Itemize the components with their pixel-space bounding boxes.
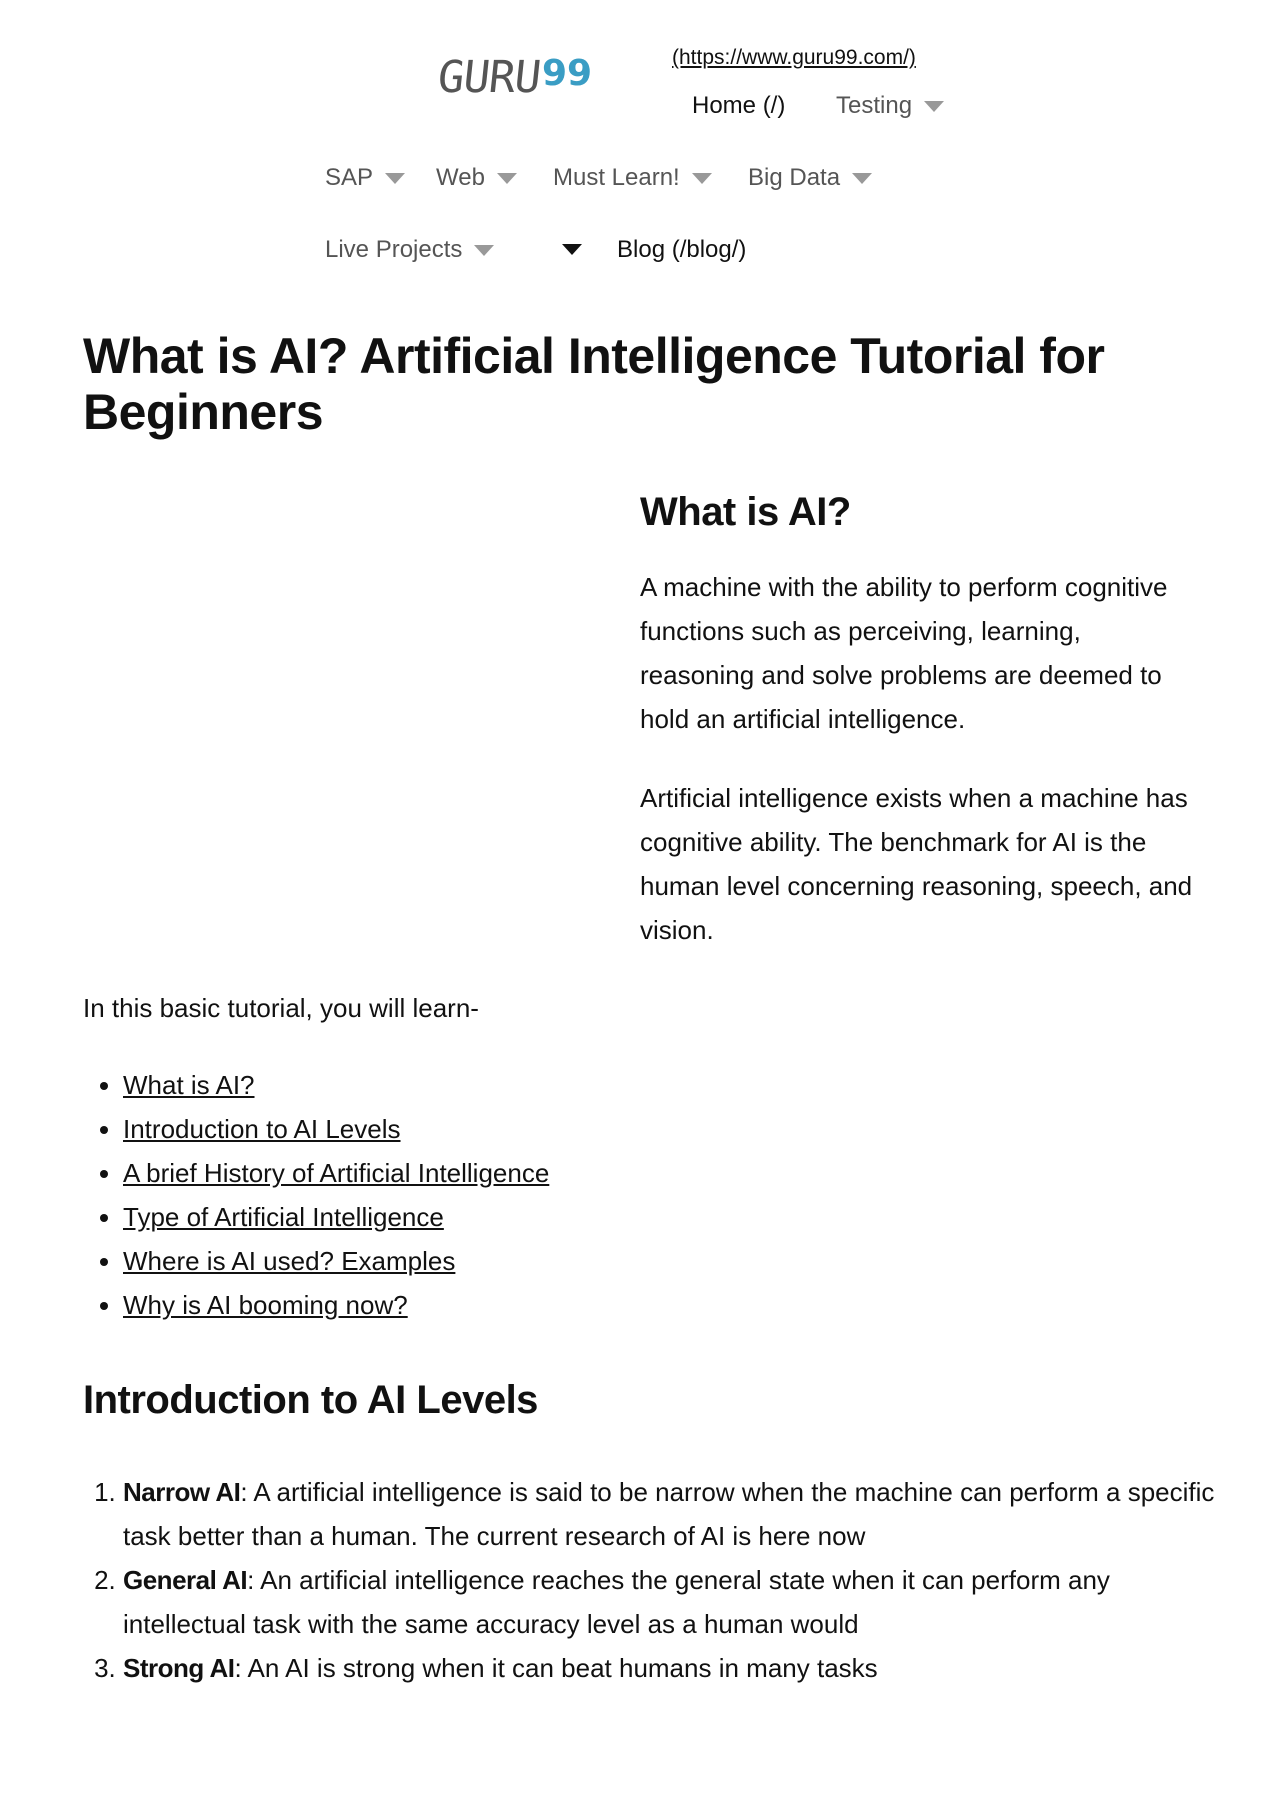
nav-big-data[interactable] (748, 164, 872, 192)
chevron-down-icon (692, 173, 712, 184)
chevron-down-icon (497, 173, 517, 184)
what-is-ai-heading: What is AI? (640, 490, 851, 534)
level-description: : An artificial intelligence reaches the general state when it can perform any intellectual task with the same accuracy level as a human would (123, 1565, 1110, 1639)
nav-sap[interactable] (325, 164, 405, 192)
toc-link-history[interactable]: A brief History of Artificial Intelligence (123, 1158, 550, 1188)
nav-testing-label: Testing (836, 92, 913, 119)
level-term: Narrow AI (123, 1477, 241, 1507)
home-url-link[interactable]: (https://www.guru99.com/) (672, 46, 916, 69)
nav-more-toggle[interactable] (556, 244, 582, 255)
what-is-ai-paragraph-2: Artificial intelligence exists when a machine has cognitive ability. The benchmark for AI is the human level concerning reasoning, speech, and vision. (640, 783, 1193, 945)
list-item (123, 1470, 1233, 1558)
nav-web[interactable] (436, 164, 517, 192)
toc-link-examples[interactable]: Where is AI used? Examples (123, 1246, 456, 1276)
nav-home[interactable] (692, 92, 785, 120)
nav-big-data-label: Big Data (748, 164, 841, 191)
nav-must-learn-label: Must Learn! (553, 164, 680, 191)
chevron-down-icon (385, 173, 405, 184)
what-is-ai-paragraph-1: A machine with the ability to perform cognitive functions such as perceiving, learning, reasoning and solve problems are deemed to hold an artificial intelligence. (640, 572, 1168, 734)
chevron-down-icon (924, 101, 944, 112)
table-of-contents (83, 1063, 549, 1327)
nav-live-projects[interactable] (325, 236, 494, 264)
list-item (123, 1558, 1233, 1646)
page-title: What is AI? Artificial Intelligence Tutorial for Beginners (83, 328, 1105, 440)
nav-blog-label: Blog (/blog/) (617, 236, 747, 263)
toc-item (123, 1283, 549, 1327)
list-item (123, 1646, 1233, 1690)
tutorial-intro: In this basic tutorial, you will learn- (83, 993, 479, 1023)
nav-testing[interactable] (836, 92, 944, 120)
toc-item (123, 1195, 549, 1239)
toc-item (123, 1107, 549, 1151)
chevron-down-icon (474, 245, 494, 256)
toc-item (123, 1151, 549, 1195)
toc-item (123, 1063, 549, 1107)
level-description: : An AI is strong when it can beat humans in many tasks (234, 1653, 878, 1683)
toc-item (123, 1239, 549, 1283)
chevron-down-icon (852, 173, 872, 184)
toc-link-types[interactable]: Type of Artificial Intelligence (123, 1202, 444, 1232)
guru99-logo[interactable] (435, 44, 593, 103)
nav-web-label: Web (436, 164, 485, 191)
toc-link-ai-levels[interactable]: Introduction to AI Levels (123, 1114, 401, 1144)
chevron-down-icon (562, 244, 582, 255)
logo-number: 99 (541, 53, 593, 94)
toc-link-booming[interactable]: Why is AI booming now? (123, 1290, 408, 1320)
nav-live-projects-label: Live Projects (325, 236, 463, 263)
nav-blog[interactable] (617, 236, 746, 264)
level-term: General AI (123, 1565, 248, 1595)
logo-text: GURU (435, 52, 543, 103)
ai-levels-list (83, 1470, 1233, 1690)
nav-home-label: Home (/) (692, 92, 786, 119)
ai-levels-heading: Introduction to AI Levels (83, 1378, 538, 1422)
nav-sap-label: SAP (325, 164, 374, 191)
toc-link-what-is-ai[interactable]: What is AI? (123, 1070, 255, 1100)
nav-must-learn[interactable] (553, 164, 712, 192)
level-description: : A artificial intelligence is said to be narrow when the machine can perform a specific task better than a human. The current research of AI is here now (123, 1477, 1215, 1551)
level-term: Strong AI (123, 1653, 235, 1683)
